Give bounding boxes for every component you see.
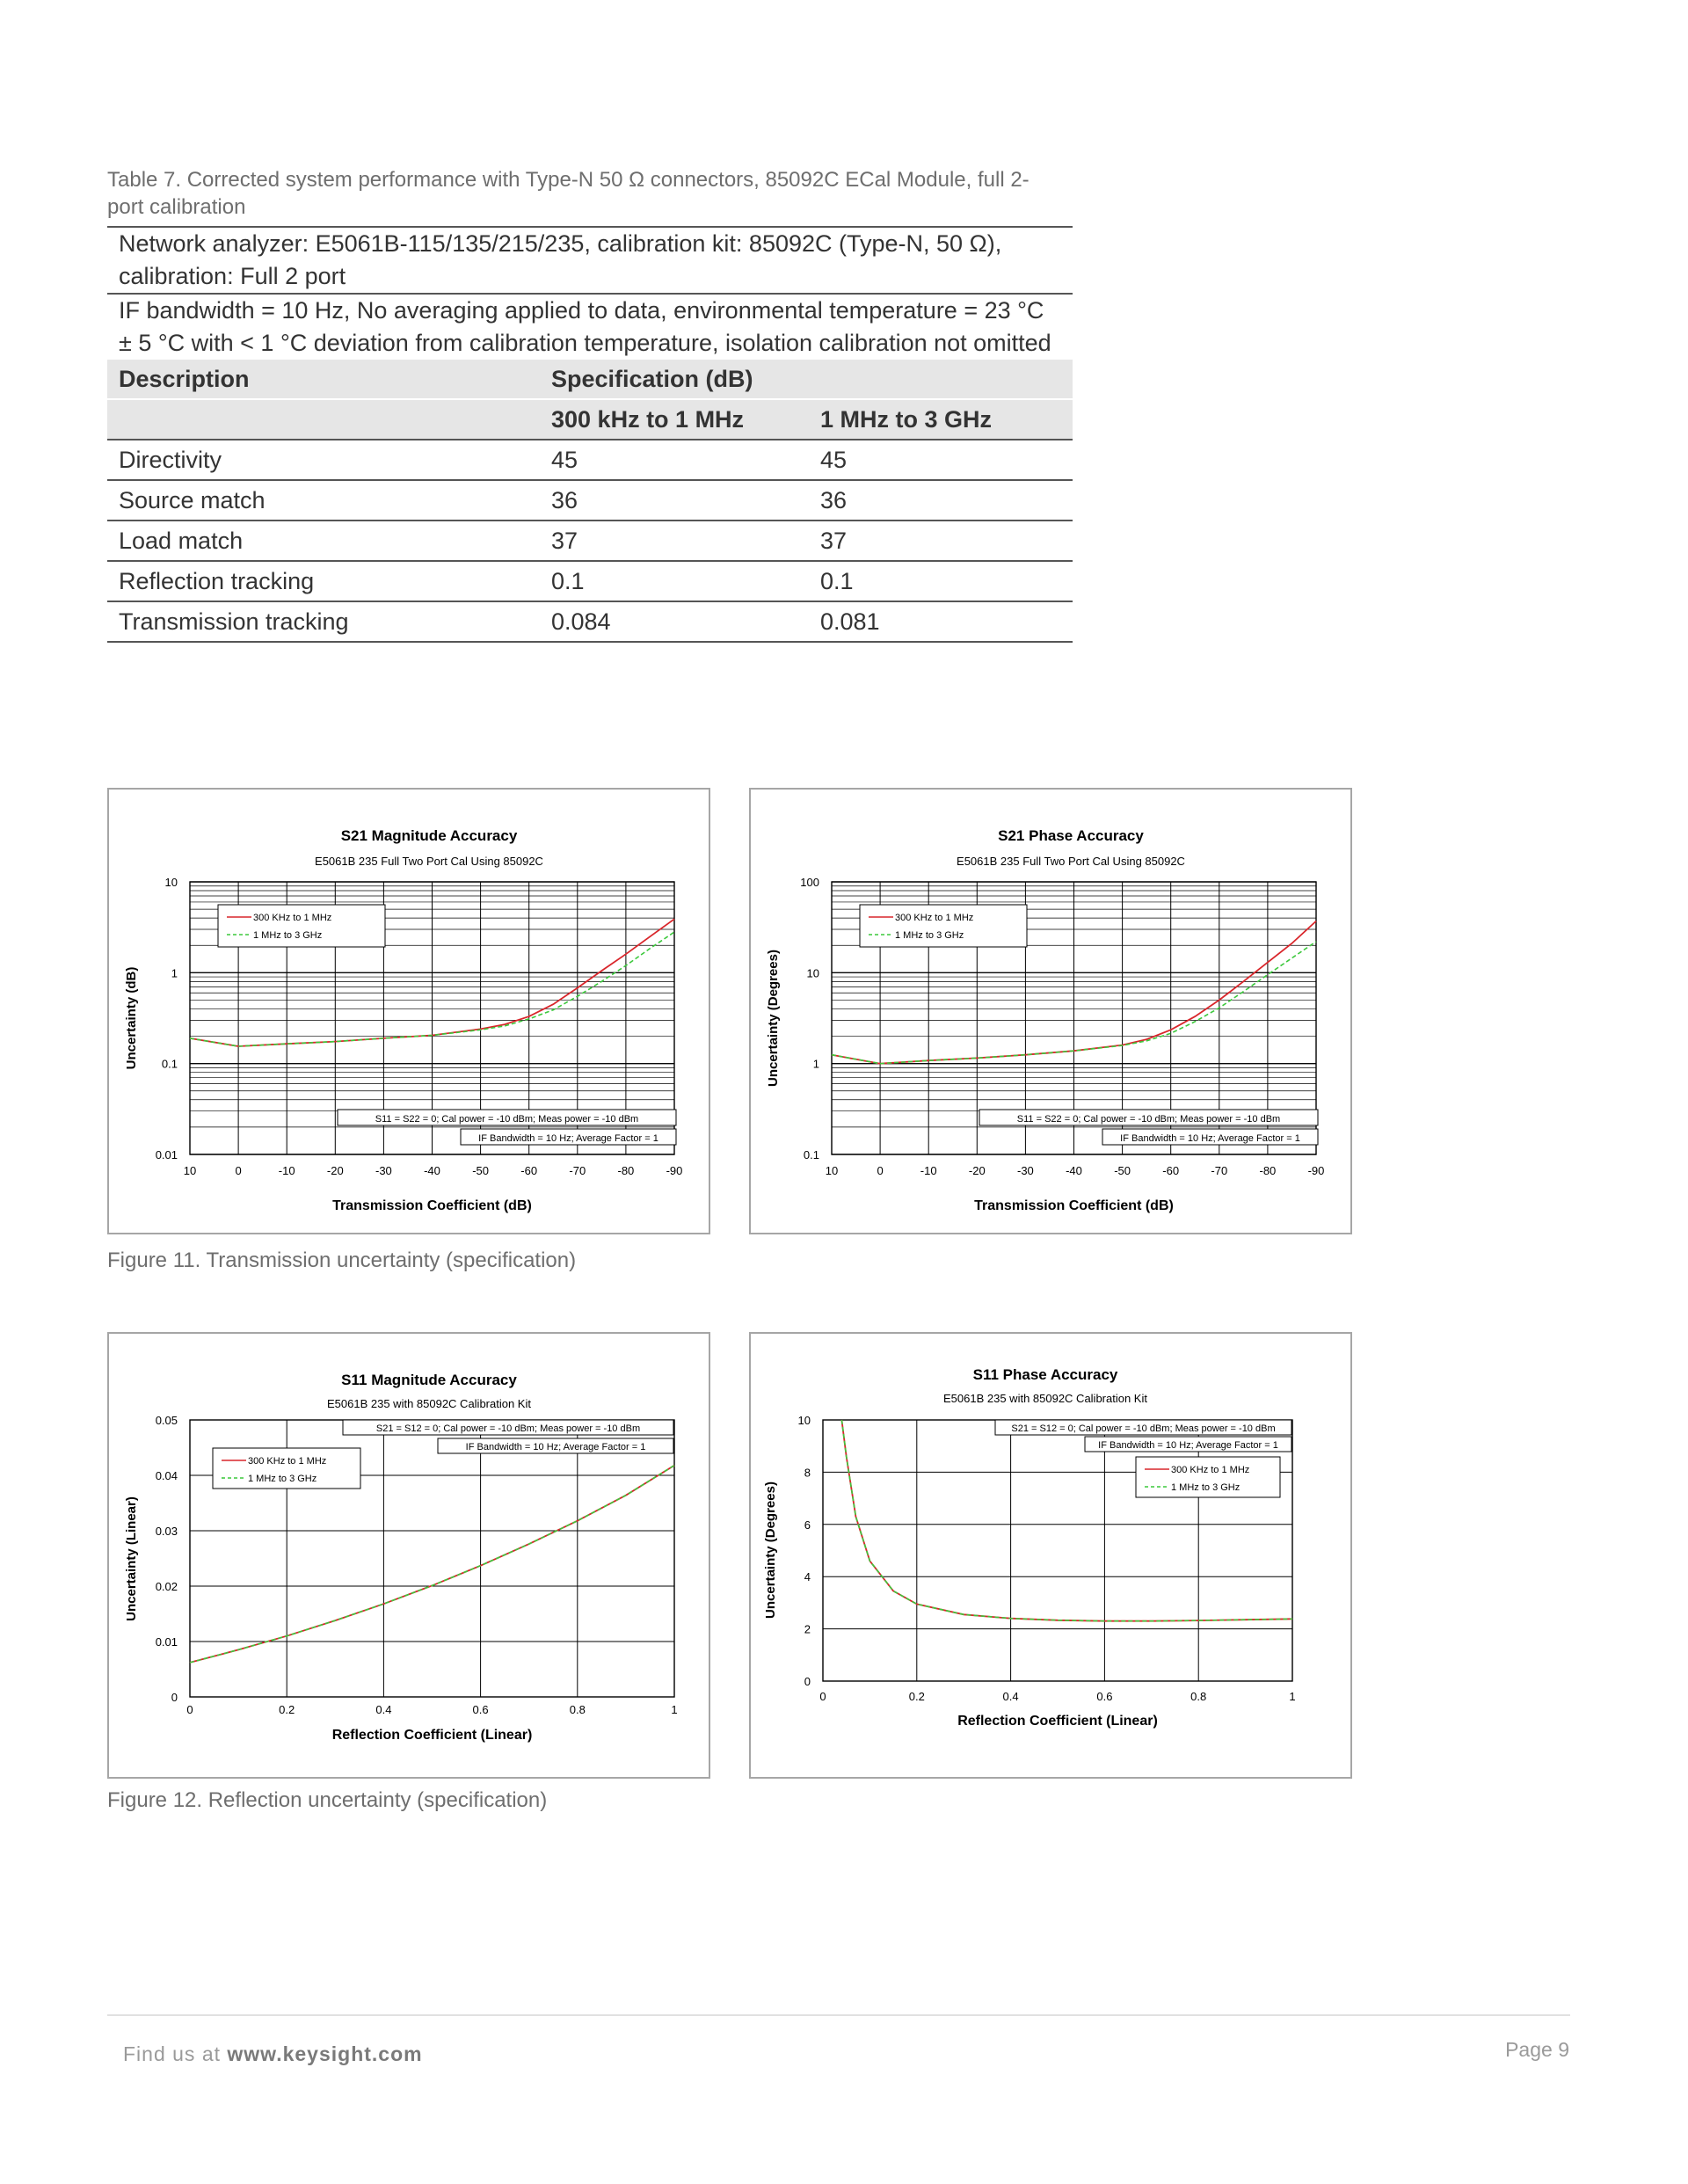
x-tick-label: -50	[472, 1164, 489, 1177]
y-tick-label: 0.1	[803, 1148, 819, 1161]
page-number: Page 9	[1505, 2038, 1569, 2061]
y-tick-label: 0.03	[155, 1525, 178, 1538]
table-row	[107, 601, 1073, 642]
y-tick-label: 0	[804, 1675, 811, 1688]
y-tick-label: 100	[800, 876, 819, 889]
y-tick-label: 10	[164, 876, 178, 889]
x-tick-label: -80	[617, 1164, 635, 1177]
table-row	[107, 440, 1073, 480]
series-line-1	[190, 1466, 674, 1663]
y-axis-label: Uncertainty (dB)	[124, 966, 139, 1070]
table-note-analyzer: Network analyzer: E5061B-115/135/215/235, calibration kit: 85092C (Type-N, 50 Ω), calibration: Full 2 port	[107, 227, 1073, 294]
x-axis-label: Transmission Coefficient (dB)	[974, 1198, 1174, 1213]
y-tick-label: 1	[812, 1057, 819, 1071]
table-subheader-row	[107, 399, 1073, 440]
legend-label: 1 MHz to 3 GHz	[1171, 1482, 1241, 1493]
table-note-row	[107, 294, 1073, 360]
x-tick-label: -40	[1066, 1164, 1082, 1177]
y-tick-label: 0.01	[155, 1148, 178, 1161]
footer-contact	[123, 2042, 423, 2066]
chart-s11-magnitude	[107, 1332, 710, 1779]
row-label: Reflection tracking	[107, 561, 540, 601]
y-tick-label: 0	[171, 1691, 178, 1704]
row-value-2: 0.1	[809, 561, 1073, 601]
table-row	[107, 561, 1073, 601]
x-tick-label: 0	[877, 1164, 884, 1177]
x-tick-label: -40	[424, 1164, 440, 1177]
row-value-1: 36	[540, 480, 809, 521]
y-tick-label: 2	[804, 1622, 811, 1636]
chart-title: S21 Phase Accuracy	[998, 827, 1144, 844]
chart-s11-phase-svg	[751, 1334, 1350, 1777]
x-tick-label: 0.4	[1002, 1690, 1019, 1703]
footer-prefix: Find us at	[123, 2042, 228, 2065]
annotation-text: IF Bandwidth = 10 Hz; Average Factor = 1	[478, 1133, 658, 1144]
row-label: Load match	[107, 521, 540, 561]
x-tick-label: 0.8	[1190, 1690, 1207, 1703]
x-tick-label: -60	[520, 1164, 538, 1177]
x-tick-label: 0	[186, 1703, 193, 1716]
y-tick-label: 0.04	[155, 1469, 178, 1482]
annotation-text: S21 = S12 = 0; Cal power = -10 dBm; Meas power = -10 dBm	[375, 1423, 641, 1434]
row-value-1: 37	[540, 521, 809, 561]
spec-table	[107, 226, 1073, 643]
chart-s21-magnitude	[107, 788, 710, 1234]
chart-s21-phase	[749, 788, 1352, 1234]
figure-11-caption: Figure 11. Transmission uncertainty (specification)	[107, 1249, 577, 1272]
x-tick-label: 0.6	[472, 1703, 489, 1716]
x-tick-label: -90	[1307, 1164, 1325, 1177]
footer-divider	[107, 2014, 1570, 2016]
y-axis-label: Uncertainty (Degrees)	[763, 1481, 778, 1619]
x-tick-label: 10	[183, 1164, 197, 1177]
y-tick-label: 0.02	[155, 1580, 178, 1593]
table-row	[107, 480, 1073, 521]
row-value-2: 36	[809, 480, 1073, 521]
x-tick-label: 1	[671, 1703, 678, 1716]
x-axis-label: Transmission Coefficient (dB)	[332, 1198, 532, 1213]
x-tick-label: 0.2	[908, 1690, 925, 1703]
x-tick-label: -30	[375, 1164, 392, 1177]
table-row	[107, 521, 1073, 561]
table-title: Table 7. Corrected system performance with Type-N 50 Ω connectors, 85092C ECal Module, full 2-port calibration	[107, 168, 1030, 219]
x-tick-label: -10	[920, 1164, 937, 1177]
x-tick-label: -70	[569, 1164, 586, 1177]
legend-label: 1 MHz to 3 GHz	[895, 930, 964, 941]
y-tick-label: 10	[806, 966, 819, 980]
row-value-1: 45	[540, 440, 809, 480]
y-axis-label: Uncertainty (Linear)	[124, 1496, 139, 1621]
annotation-text: S11 = S22 = 0; Cal power = -10 dBm; Meas power = -10 dBm	[1016, 1114, 1281, 1125]
table-note-conditions: IF bandwidth = 10 Hz, No averaging applied to data, environmental temperature = 23 °C ± 5 °C with < 1 °C deviation from calibration temperature, isolation calibration not omitted	[107, 294, 1073, 360]
annotation-text: IF Bandwidth = 10 Hz; Average Factor = 1	[1098, 1440, 1278, 1451]
x-tick-label: 10	[825, 1164, 839, 1177]
chart-subtitle: E5061B 235 with 85092C Calibration Kit	[327, 1397, 531, 1410]
row-value-1: 0.1	[540, 561, 809, 601]
y-tick-label: 4	[804, 1570, 811, 1584]
chart-subtitle: E5061B 235 Full Two Port Cal Using 85092C	[957, 855, 1185, 868]
header-empty	[107, 399, 540, 440]
table-header-row	[107, 360, 1073, 399]
chart-s11-phase	[749, 1332, 1352, 1779]
header-specification: Specification (dB)	[540, 360, 1073, 399]
table-note-row	[107, 227, 1073, 294]
x-tick-label: 0.6	[1096, 1690, 1113, 1703]
x-tick-label: -50	[1114, 1164, 1131, 1177]
x-tick-label: 0	[235, 1164, 242, 1177]
y-axis-label: Uncertainty (Degrees)	[766, 950, 781, 1087]
legend-label: 300 KHz to 1 MHz	[1171, 1465, 1250, 1475]
y-tick-label: 8	[804, 1466, 811, 1480]
row-value-1: 0.084	[540, 601, 809, 642]
annotation-text: S21 = S12 = 0; Cal power = -10 dBm; Meas power = -10 dBm	[1011, 1423, 1276, 1434]
x-tick-label: 1	[1289, 1690, 1296, 1703]
x-tick-label: 0	[819, 1690, 826, 1703]
chart-s21-phase-svg	[751, 790, 1350, 1233]
x-tick-label: -10	[278, 1164, 295, 1177]
row-label: Directivity	[107, 440, 540, 480]
chart-title: S21 Magnitude Accuracy	[340, 827, 518, 844]
row-label: Source match	[107, 480, 540, 521]
x-axis-label: Reflection Coefficient (Linear)	[331, 1728, 533, 1743]
row-value-2: 0.081	[809, 601, 1073, 642]
figure-12-caption: Figure 12. Reflection uncertainty (specification)	[107, 1788, 548, 1812]
footer-url[interactable]: www.keysight.com	[227, 2042, 423, 2065]
x-axis-label: Reflection Coefficient (Linear)	[957, 1714, 1158, 1729]
header-range-2: 1 MHz to 3 GHz	[809, 399, 1073, 440]
chart-subtitle: E5061B 235 with 85092C Calibration Kit	[943, 1392, 1147, 1405]
legend-label: 1 MHz to 3 GHz	[253, 930, 323, 941]
x-tick-label: -20	[326, 1164, 344, 1177]
legend-label: 300 KHz to 1 MHz	[248, 1456, 327, 1467]
x-tick-label: 0.4	[375, 1703, 392, 1716]
row-value-2: 45	[809, 440, 1073, 480]
x-tick-label: -90	[666, 1164, 683, 1177]
chart-s11-magnitude-svg	[109, 1334, 709, 1777]
y-tick-label: 10	[797, 1414, 811, 1427]
annotation-text: S11 = S22 = 0; Cal power = -10 dBm; Meas power = -10 dBm	[375, 1114, 639, 1125]
annotation-text: IF Bandwidth = 10 Hz; Average Factor = 1	[465, 1442, 646, 1452]
header-range-1: 300 kHz to 1 MHz	[540, 399, 809, 440]
legend-label: 300 KHz to 1 MHz	[253, 913, 332, 923]
legend-label: 300 KHz to 1 MHz	[895, 913, 974, 923]
x-tick-label: -60	[1162, 1164, 1180, 1177]
x-tick-label: 0.2	[279, 1703, 295, 1716]
x-tick-label: -20	[968, 1164, 986, 1177]
y-tick-label: 6	[804, 1518, 811, 1532]
header-description: Description	[107, 360, 540, 399]
x-tick-label: -80	[1259, 1164, 1277, 1177]
chart-title: S11 Phase Accuracy	[972, 1366, 1118, 1383]
x-tick-label: -30	[1017, 1164, 1034, 1177]
x-tick-label: 0.8	[569, 1703, 586, 1716]
legend-label: 1 MHz to 3 GHz	[248, 1474, 317, 1484]
chart-title: S11 Magnitude Accuracy	[341, 1372, 517, 1388]
row-value-2: 37	[809, 521, 1073, 561]
x-tick-label: -70	[1211, 1164, 1228, 1177]
chart-subtitle: E5061B 235 Full Two Port Cal Using 85092C	[315, 855, 543, 868]
chart-s21-magnitude-svg	[109, 790, 709, 1233]
y-tick-label: 0.1	[161, 1057, 178, 1071]
series-line-2	[190, 1466, 674, 1663]
y-tick-label: 0.01	[155, 1635, 178, 1649]
row-label: Transmission tracking	[107, 601, 540, 642]
annotation-text: IF Bandwidth = 10 Hz; Average Factor = 1	[1120, 1133, 1300, 1144]
y-tick-label: 1	[171, 966, 178, 980]
y-tick-label: 0.05	[155, 1414, 178, 1427]
